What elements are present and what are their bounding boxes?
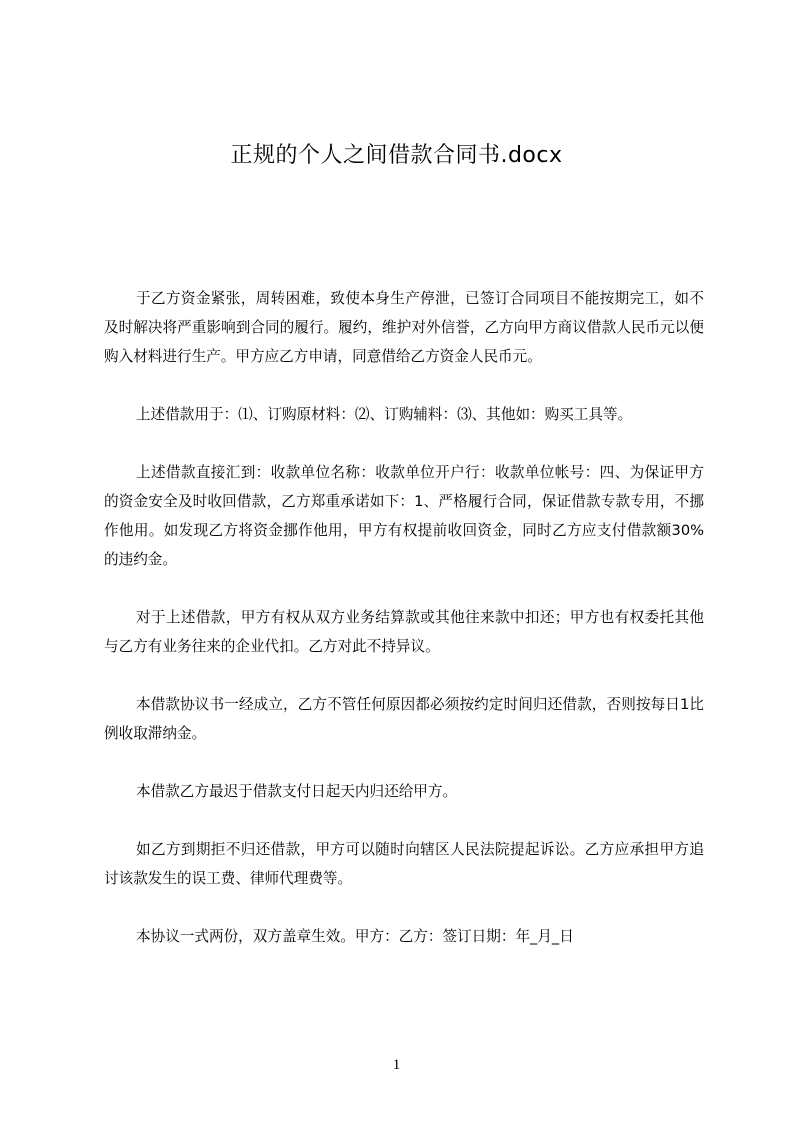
paragraph-remittance-commitment: 上述借款直接汇到：收款单位名称：收款单位开户行：收款单位帐号：四、为保证甲方的资金安全及时收回借款，乙方郑重承诺如下：1、严格履行合同，保证借款专款专用，不挪作他用。如发现乙方将资金挪作他用，甲方有权提前收回资金，同时乙方应支付借款额30%的违约金。 (104, 464, 704, 568)
paragraph-litigation: 如乙方到期拒不归还借款，甲方可以随时向辖区人民法院提起诉讼。乙方应承担甲方追讨该款发生的误工费、律师代理费等。 (104, 841, 704, 887)
document-body (104, 284, 704, 980)
page-number: 1 (392, 1057, 401, 1073)
paragraph-signatures: 本协议一式两份，双方盖章生效。甲方：乙方：签订日期：年_月_日 (136, 928, 574, 945)
document-title: 正规的个人之间借款合同书.docx (230, 143, 563, 168)
paragraph-late-fee: 本借款协议书一经成立，乙方不管任何原因都必须按约定时间归还借款，否则按每日1比例收取滞纳金。 (104, 696, 704, 742)
paragraph-loan-purpose: 上述借款用于：⑴、订购原材料：⑵、订购辅料：⑶、其他如：购买工具等。 (136, 406, 633, 423)
paragraph-repayment-deadline: 本借款乙方最迟于借款支付日起天内归还给甲方。 (136, 783, 458, 800)
paragraph-loan-reason: 于乙方资金紧张，周转困难，致使本身生产停泄，已签订合同项目不能按期完工，如不及时解决将严重影响到合同的履行。履约，维护对外信誉，乙方向甲方商议借款人民币元以便购入材料进行生产。甲方应乙方申请，同意借给乙方资金人民币元。 (104, 290, 704, 365)
paragraph-deduction-rights: 对于上述借款，甲方有权从双方业务结算款或其他往来款中扣还；甲方也有权委托其他与乙方有业务往来的企业代扣。乙方对此不持异议。 (104, 609, 704, 655)
